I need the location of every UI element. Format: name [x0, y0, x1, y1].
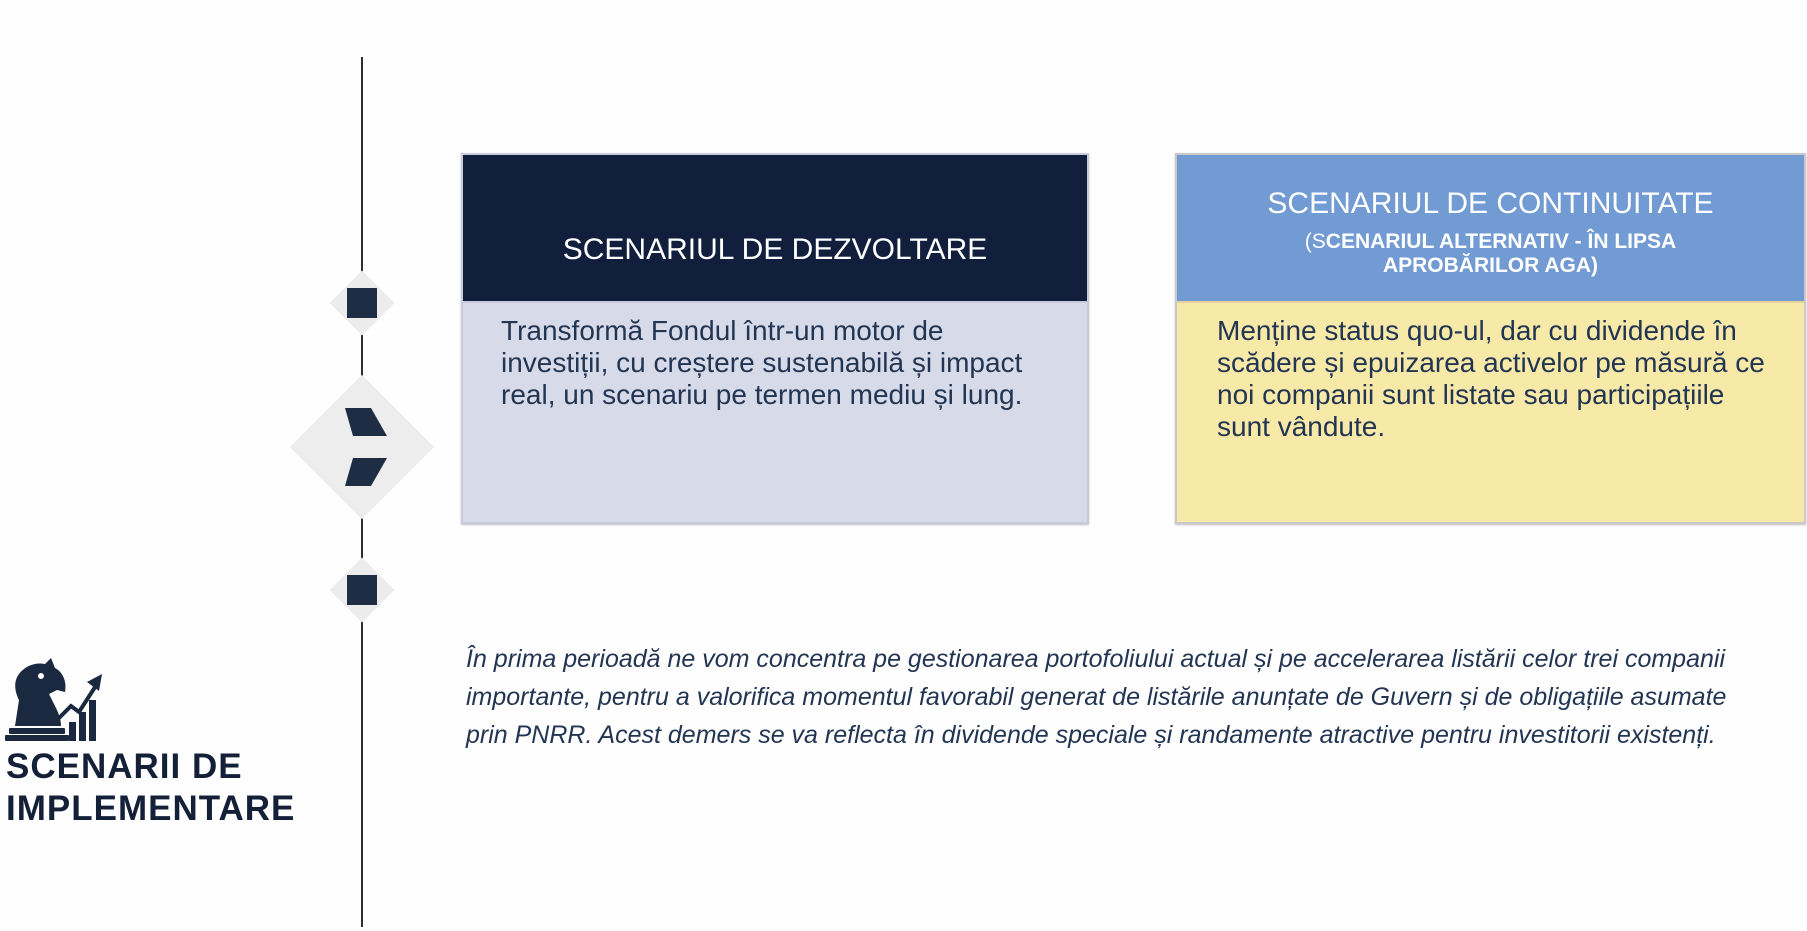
continuity-subtitle-bold: CENARIUL ALTERNATIV - ÎN LIPSA APROBĂRILOR AGA) [1325, 230, 1677, 277]
development-scenario-header [463, 155, 1087, 301]
continuity-subtitle-prefix: (S [1304, 230, 1326, 253]
section-title-line2: IMPLEMENTARE [6, 789, 296, 828]
section-title [6, 746, 295, 830]
section-title-line1: SCENARII DE [6, 747, 243, 786]
development-scenario-text: Transformă Fondul într-un motor de investiții, cu creștere sustenabilă și impact real, un scenariu pe termen mediu și lung. [501, 315, 1023, 410]
development-scenario-title: SCENARIUL DE DEZVOLTARE [562, 233, 988, 266]
continuity-scenario-header [1177, 155, 1804, 301]
continuity-scenario-title: SCENARIUL DE CONTINUITATE [1267, 187, 1714, 220]
timeline-square-marker-top [347, 288, 377, 318]
continuity-scenario-body [1177, 301, 1804, 522]
continuity-scenario-subtitle [1261, 230, 1721, 278]
scenario-description: În prima perioadă ne vom concentra pe gestionarea portofoliului actual și pe accelerarea listării celor trei companii importante, pentru a valorifica momentul favorabil generat de listările anunțate de Guvern și de obligațiile asumate prin PNRR. Acest demers se va reflecta în dividende speciale și randamente atractive pentru investitorii existenți. [466, 645, 1727, 749]
chevron-left-icon [337, 404, 387, 490]
continuity-scenario-card [1175, 153, 1806, 524]
timeline-square-marker-bottom [347, 575, 377, 605]
development-scenario-card [461, 153, 1089, 524]
continuity-scenario-text: Menține status quo-ul, dar cu dividende în scădere și epuizarea activelor pe măsură ce noi companii sunt listate sau participațiile sunt vândute. [1217, 315, 1765, 442]
chess-knight-growth-chart-icon [5, 654, 103, 742]
development-scenario-body [463, 301, 1087, 522]
